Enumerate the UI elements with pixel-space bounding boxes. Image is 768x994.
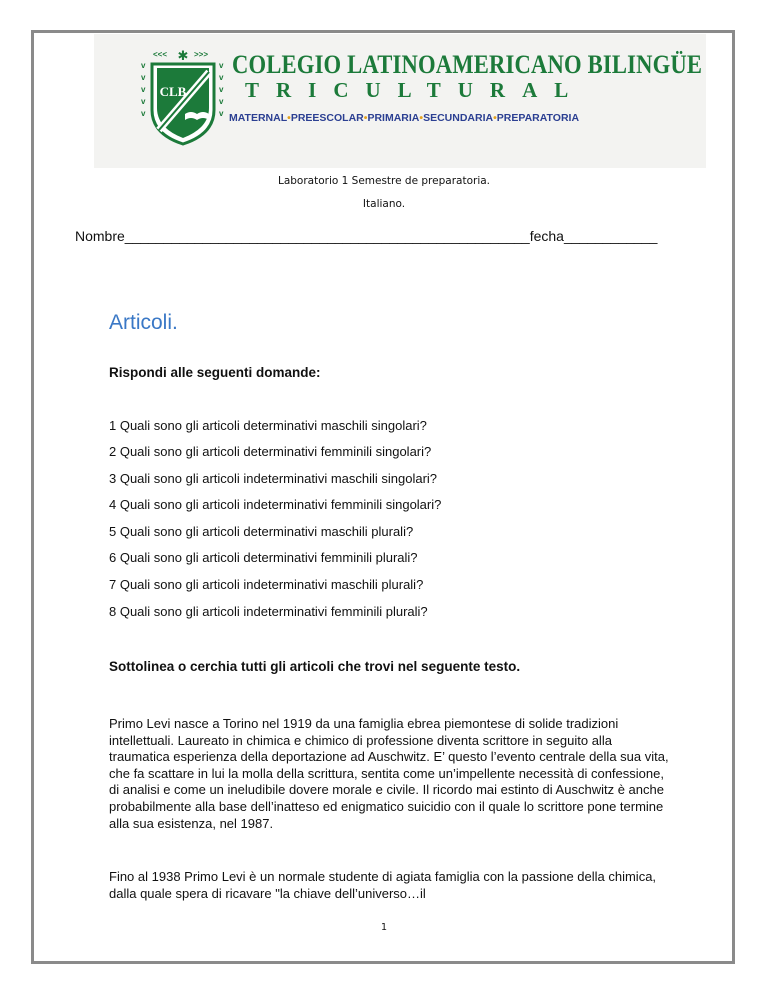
- svg-text:v: v: [219, 61, 224, 70]
- instruction-questions: Rispondi alle seguenti domande:: [109, 365, 321, 380]
- question-item: 3 Quali sono gli articoli indeterminativi maschili singolari?: [109, 471, 438, 486]
- svg-text:v: v: [219, 97, 224, 106]
- question-item: 7 Quali sono gli articoli indeterminativi maschili plurali?: [109, 577, 424, 592]
- svg-text:v: v: [141, 73, 146, 82]
- page-number: 1: [380, 922, 388, 933]
- question-item: 1 Quali sono gli articoli determinativi maschili singolari?: [109, 418, 427, 433]
- name-blank: ____________________________________________________: [124, 228, 530, 244]
- date-blank: ____________: [563, 228, 658, 244]
- question-item: 8 Quali sono gli articoli indeterminativi femminili plurali?: [109, 604, 428, 619]
- question-item: 6 Quali sono gli articoli determinativi femminili plurali?: [109, 550, 418, 565]
- svg-text:v: v: [141, 109, 146, 118]
- separator-dot-icon: •: [363, 112, 368, 124]
- svg-text:✱: ✱: [177, 49, 189, 64]
- question-item: 2 Quali sono gli articoli determinativi femminili singolari?: [109, 444, 432, 459]
- svg-text:<<<: <<<: [153, 50, 168, 59]
- svg-text:v: v: [141, 85, 146, 94]
- lab-line: Laboratorio 1 Semestre de preparatoria.: [277, 175, 491, 187]
- separator-dot-icon: •: [419, 112, 424, 124]
- name-date-line: [75, 228, 657, 244]
- question-item: 4 Quali sono gli articoli indeterminativi femminili singolari?: [109, 497, 442, 512]
- svg-text:v: v: [141, 61, 146, 70]
- instruction-underline: Sottolinea o cerchia tutti gli articoli che trovi nel seguente testo.: [109, 659, 521, 674]
- text-paragraph: Primo Levi nasce a Torino nel 1919 da una famiglia ebrea piemontese di solide tradizioni intellettuali. Laureato in chimica e chimico di professione diventa scrittore in seguito alla traumatica esperienza della deportazione ad Auschwitz. E’ questo l’evento centrale della sua vita, che fa scattare in lui la molla della scrittura, sentita come un’impellente necessità di confessione, di analisi e come un ineludibile dovere morale e civile. Il ricordo mai estinto di Auschwitz è anche probabilmente alla base dell’inatteso ed enigmatico suicidio con il quale lo scrittore pone termine alla sua esistenza, nel 1987.: [109, 716, 669, 831]
- svg-text:>>>: >>>: [194, 50, 209, 59]
- subject-line: Italiano.: [362, 198, 406, 210]
- school-subtitle: TRICULTURAL: [245, 78, 586, 102]
- separator-dot-icon: •: [493, 112, 497, 124]
- level-label: SECUNDARIA: [423, 112, 494, 124]
- svg-text:v: v: [219, 85, 224, 94]
- svg-text:v: v: [219, 109, 224, 118]
- level-label: PREPARATORIA: [496, 112, 580, 124]
- school-levels: [229, 112, 579, 124]
- page-title: Articoli.: [109, 311, 178, 334]
- svg-text:v: v: [219, 73, 224, 82]
- separator-dot-icon: •: [287, 112, 291, 124]
- svg-text:v: v: [141, 97, 146, 106]
- level-label: MATERNAL: [229, 112, 288, 124]
- question-item: 5 Quali sono gli articoli determinativi maschili plurali?: [109, 524, 414, 539]
- date-label: fecha: [529, 228, 564, 244]
- level-label: PREESCOLAR: [290, 112, 364, 124]
- level-label: PRIMARIA: [367, 112, 420, 124]
- school-crest-logo: [139, 48, 227, 148]
- crest-initials: CLB: [159, 84, 187, 99]
- text-paragraph: Fino al 1938 Primo Levi è un normale studente di agiata famiglia con la passione della chimica, dalla quale spera di ricavare "la chiave dell’universo…il: [109, 869, 657, 901]
- school-name: COLEGIO LATINOAMERICANO BILINGÜE: [232, 50, 703, 79]
- name-label: Nombre: [75, 228, 125, 244]
